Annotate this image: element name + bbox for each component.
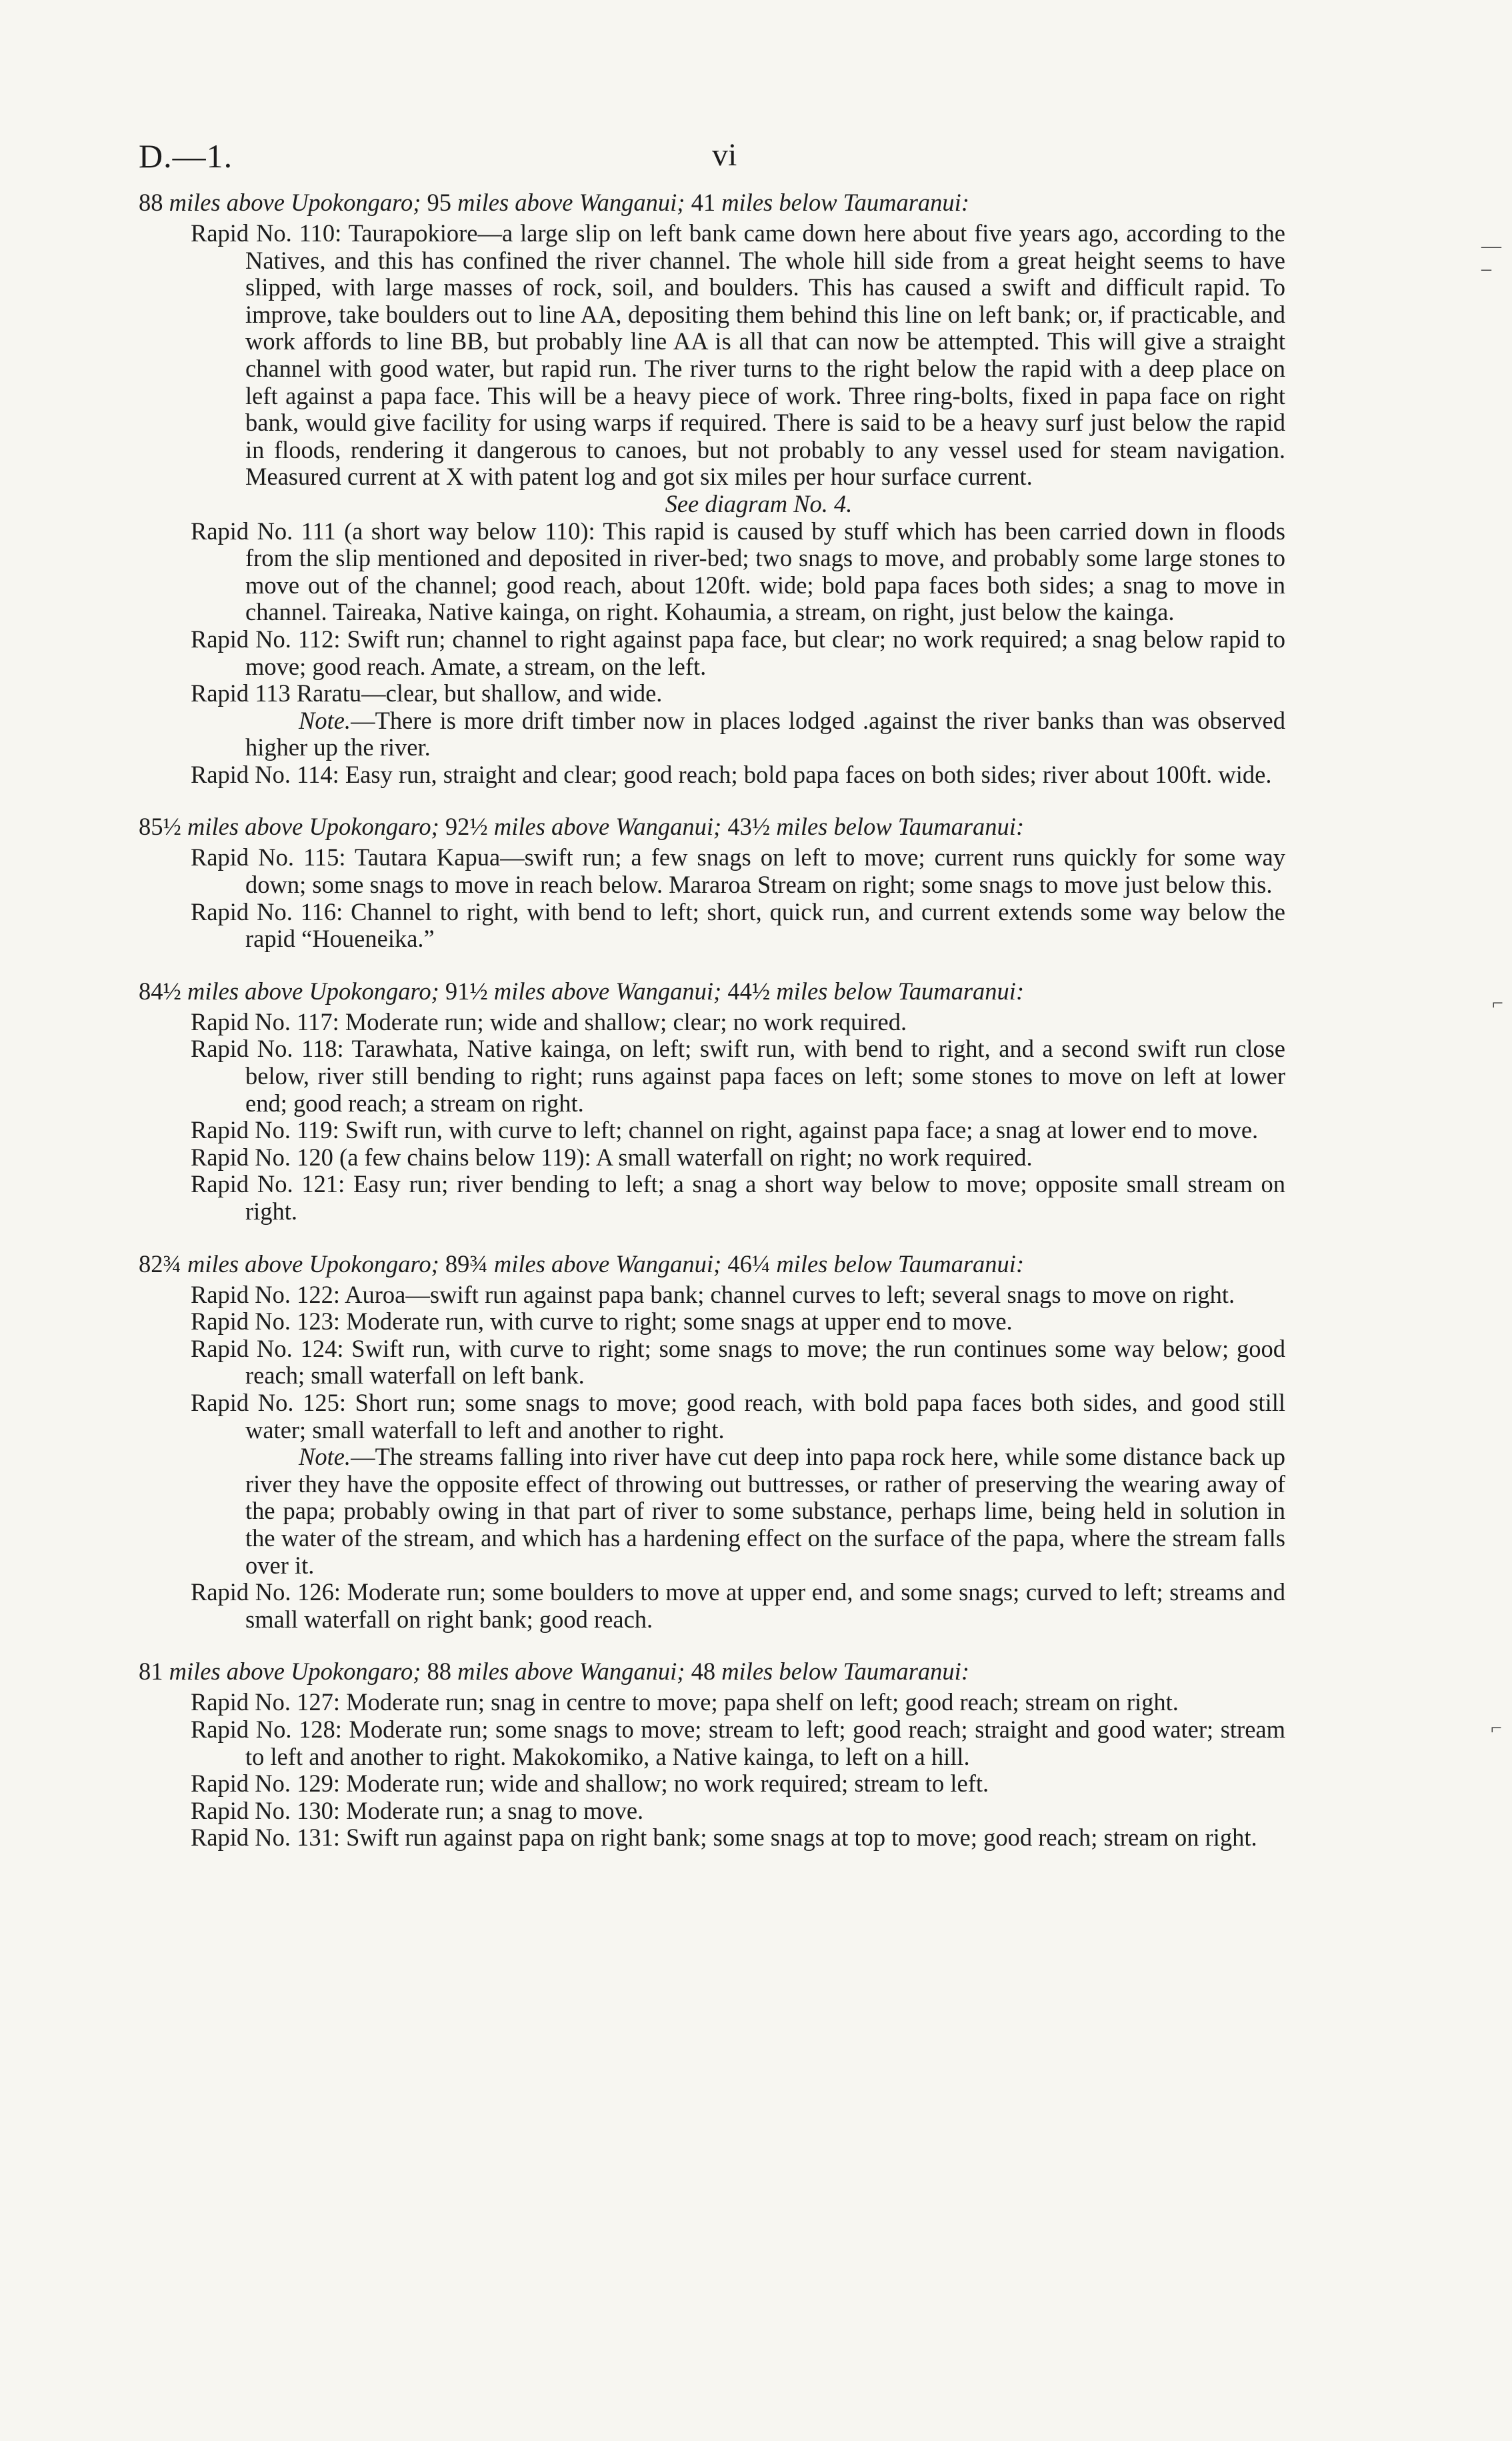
note: Note.—There is more drift timber now in places lodged .against the river banks than was observed higher up the river. [245,706,1285,761]
rapid-117: Rapid No. 117: Moderate run; wide and shallow; clear; no work required. [191,1007,907,1035]
diagram-reference: See diagram No. 4. [665,489,853,517]
section-85-miles [139,813,1285,952]
rapid-114: Rapid No. 114: Easy run, straight and clear; good reach; bold papa faces on both sides; river about 100ft. wide. [191,760,1272,788]
document-body [139,189,1285,1877]
section-84-miles [139,978,1285,1226]
location-heading: 82¾ miles above Upokongaro; 89¾ miles above Wanganui; 46¼ miles below Taumaranui: [139,1250,1025,1278]
margin-mark: ⌐ [1492,992,1503,1014]
note: Note.—The streams falling into river have cut deep into papa rock here, while some distance back up river they have the opposite effect of throwing out buttresses, or rather of preserving the wearing away of the papa; probably owing in that part of river to some substance, perhaps lime, being held in solution in the water of the stream, and which has a hardening effect on the surface of the papa, where the stream falls over it. [245,1443,1285,1579]
section-82-miles [139,1251,1285,1634]
rapid-125: Rapid No. 125: Short run; some snags to move; good reach, with bold papa faces both sides, and good still water; small waterfall to left and another to right. [191,1388,1285,1444]
rapid-116: Rapid No. 116: Channel to right, with bend to left; short, quick run, and current extends some way below the rapid “Houeneika.” [191,897,1285,953]
margin-mark: — – [1481,235,1501,279]
location-heading: 84½ miles above Upokongaro; 91½ miles above Wanganui; 44½ miles below Taumaranui: [139,977,1025,1005]
rapid-122: Rapid No. 122: Auroa—swift run against papa bank; channel curves to left; several snags to move on right. [191,1280,1235,1308]
margin-mark: ⌐ [1491,1717,1502,1739]
rapid-130: Rapid No. 130: Moderate run; a snag to move. [191,1796,644,1824]
rapid-115: Rapid No. 115: Tautara Kapua—swift run; a few snags on left to move; current runs quickly for some way down; some snags to move in reach below. Mararoa Stream on right; some snags to move just below this. [191,843,1285,899]
rapid-124: Rapid No. 124: Swift run, with curve to right; some snags to move; the run continues some way below; good reach; small waterfall on left bank. [191,1334,1285,1390]
rapid-112: Rapid No. 112: Swift run; channel to right against papa face, but clear; no work required; a snag below rapid to move; good reach. Amate, a stream, on the left. [191,625,1285,680]
rapid-127: Rapid No. 127: Moderate run; snag in centre to move; papa shelf on left; good reach; stream on right. [191,1688,1179,1716]
rapid-121: Rapid No. 121: Easy run; river bending to left; a snag a short way below to move; opposite small stream on right. [191,1170,1285,1225]
rapid-131: Rapid No. 131: Swift run against papa on right bank; some snags at top to move; good reach; stream on right. [191,1824,1257,1852]
rapid-118: Rapid No. 118: Tarawhata, Native kainga, on left; swift run, with bend to right, and a second swift run close below, river still bending to right; runs against papa faces on left; some stones to move on left at lower end; good reach; a stream on right. [191,1035,1285,1117]
section-88-miles [139,189,1285,788]
rapid-128: Rapid No. 128: Moderate run; some snags to move; stream to left; good reach; straight and good water; stream to left and another to right. Makokomiko, a Native kainga, to left on a hill. [191,1715,1285,1770]
rapid-113: Rapid 113 Raratu—clear, but shallow, and wide. [191,679,663,707]
rapid-119: Rapid No. 119: Swift run, with curve to left; channel on right, against papa face; a snag at lower end to move. [191,1116,1259,1144]
section-81-miles [139,1658,1285,1852]
location-heading: 85½ miles above Upokongaro; 92½ miles above Wanganui; 43½ miles below Taumaranui: [139,813,1025,841]
rapid-129: Rapid No. 129: Moderate run; wide and shallow; no work required; stream to left. [191,1770,989,1798]
rapid-123: Rapid No. 123: Moderate run, with curve to right; some snags at upper end to move. [191,1308,1013,1336]
location-heading: 81 miles above Upokongaro; 88 miles above Wanganui; 48 miles below Taumaranui: [139,1658,969,1686]
page-header [139,137,1272,177]
location-heading: 88 miles above Upokongaro; 95 miles above Wanganui; 41 miles below Taumaranui: [139,189,969,216]
rapid-110: Rapid No. 110: Taurapokiore—a large slip on left bank came down here about five years ago, according to the Natives, and this has confined the river channel. The whole hill side from a great height seems to have slipped, with large masses of rock, soil, and boulders. This has caused a swift and difficult rapid. To improve, take boulders out to line AA, depositing them behind this line on left bank; or, if practicable, and work affords to line BB, but probably line AA is all that can now be attempted. This will give a straight channel with good water, but rapid run. The river turns to the right below the rapid with a deep place on left against a papa face. This will be a heavy piece of work. Three ring-bolts, fixed in papa face on right bank, would give facility for using warps if required. There is said to be a heavy surf just below the rapid in floods, rendering it dangerous to canoes, but not probably to any vessel used for steam navigation. Measured current at X with patent log and got six miles per hour surface current. [191,219,1285,491]
rapid-111: Rapid No. 111 (a short way below 110): This rapid is caused by stuff which has been carried down in floods from the slip mentioned and deposited in river-bed; two snags to move, and probably some large stones to move out of the channel; good reach, about 120ft. wide; bold papa faces both sides; a snag to move in channel. Taireaka, Native kainga, on right. Kohaumia, a stream, on right, just below the kainga. [191,517,1285,626]
rapid-120: Rapid No. 120 (a few chains below 119): A small waterfall on right; no work required. [191,1143,1033,1171]
page-number: vi [712,137,737,173]
document-reference: D.—1. [139,137,233,175]
rapid-126: Rapid No. 126: Moderate run; some boulders to move at upper end, and some snags; curved to left; streams and small waterfall on right bank; good reach. [191,1578,1285,1633]
